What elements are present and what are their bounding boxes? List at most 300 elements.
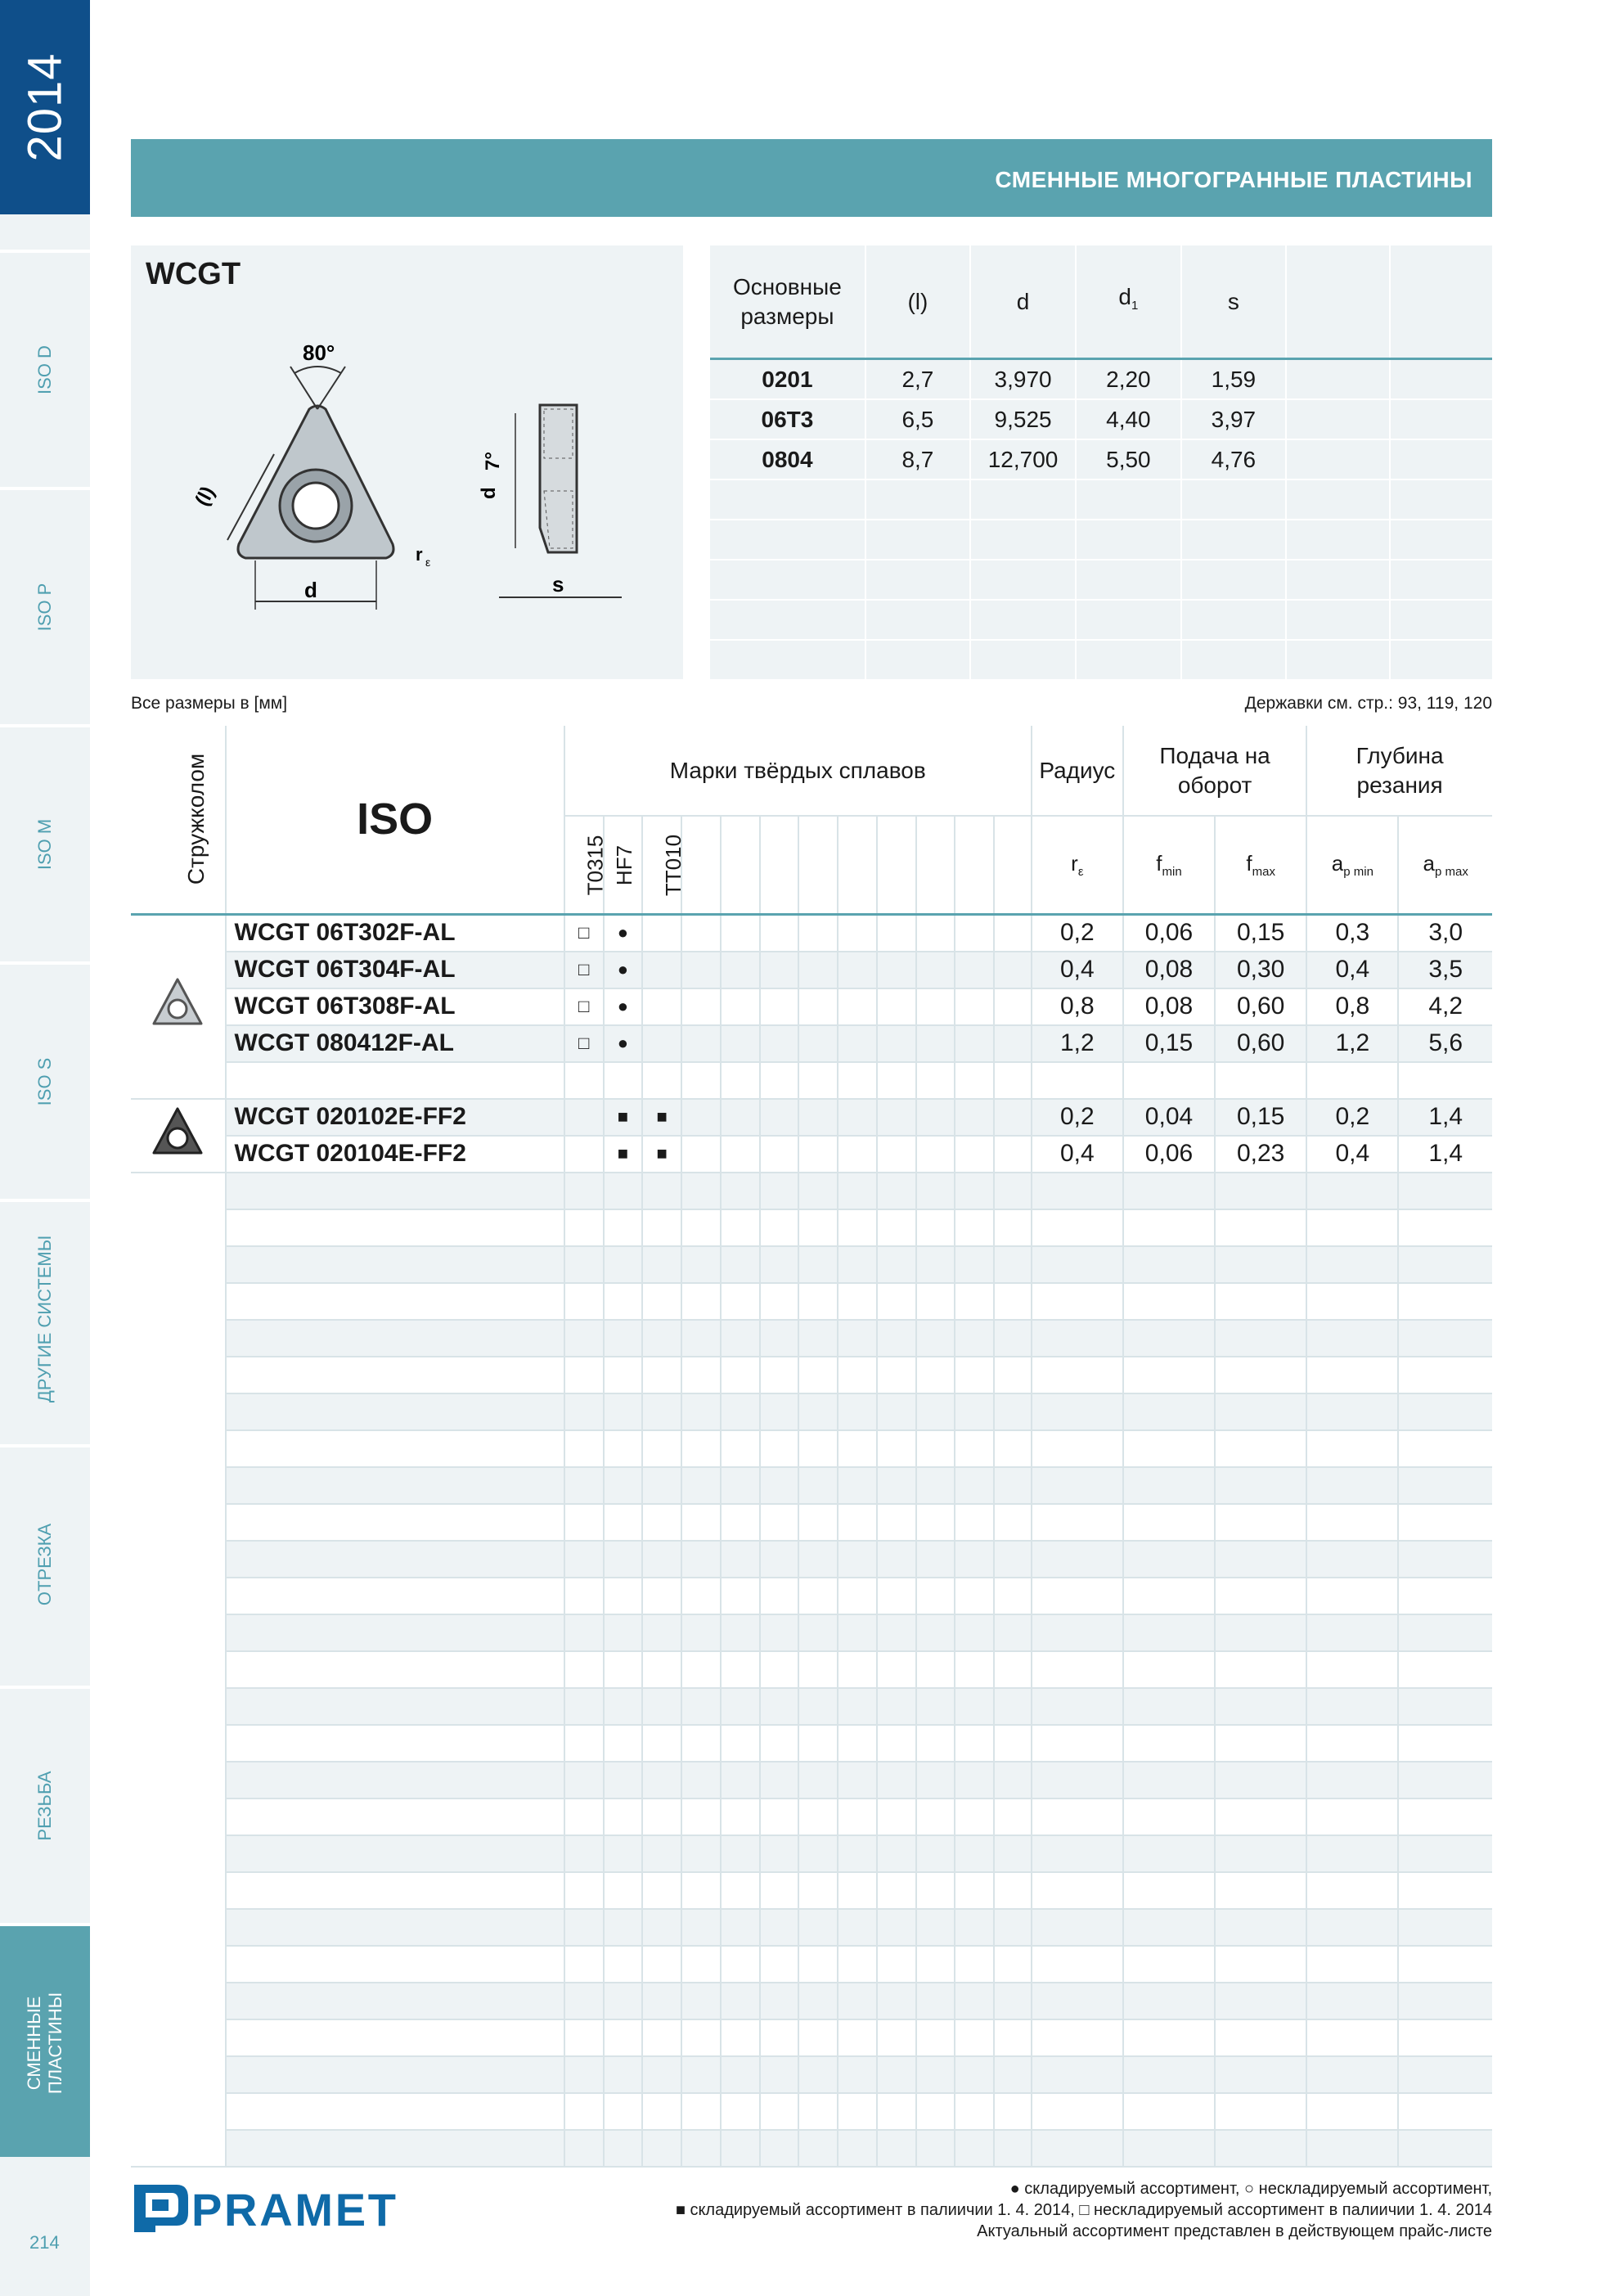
- grade-cell: [877, 1651, 916, 1688]
- value-cell: [1398, 1283, 1492, 1320]
- grade-cell: [681, 1062, 721, 1099]
- grade-cell: [760, 1467, 799, 1504]
- grade-cell: [877, 2130, 916, 2167]
- grade-cell: □: [564, 988, 604, 1025]
- grade-cell: [916, 1393, 955, 1430]
- grade-hf7-header: HF7: [604, 816, 643, 914]
- value-cell: [1215, 1725, 1306, 1762]
- table-row: [131, 1504, 1492, 1541]
- grade-cell: [916, 1799, 955, 1835]
- grade-cell: [681, 1688, 721, 1725]
- grade-cell: [798, 1541, 838, 1578]
- dim-row: 06T3 6,5 9,525 4,40 3,97: [710, 399, 1492, 439]
- value-cell: [1123, 2019, 1215, 2056]
- grade-cell: [877, 1614, 916, 1651]
- value-cell: [1215, 2019, 1306, 2056]
- value-cell: [1306, 1688, 1398, 1725]
- grade-cell: [760, 1430, 799, 1467]
- grade-cell: [604, 1393, 643, 1430]
- grade-cell: [604, 1283, 643, 1320]
- nav-tab-iso-m[interactable]: ISO M: [0, 724, 90, 958]
- d1-label: d: [478, 487, 500, 499]
- grade-cell: [955, 1467, 994, 1504]
- grade-cell: [798, 1688, 838, 1725]
- grade-cell: [564, 1725, 604, 1762]
- grade-cell: [604, 1357, 643, 1393]
- grade-cell: [838, 1062, 877, 1099]
- grade-cell: [838, 1909, 877, 1946]
- grade-cell: [760, 2019, 799, 2056]
- grade-cell: [564, 2093, 604, 2130]
- grade-cell: [721, 1909, 760, 1946]
- svg-text:ε: ε: [425, 556, 431, 569]
- grade-cell: [604, 1725, 643, 1762]
- grade-cell: [877, 952, 916, 988]
- value-cell: [1398, 1946, 1492, 1983]
- value-cell: [1306, 1946, 1398, 1983]
- depth-header: Глубина резания: [1306, 726, 1492, 816]
- apmin-symbol: $a_{p min}$: [1306, 816, 1398, 914]
- table-row: [131, 1136, 1492, 1173]
- insert-code: [226, 1725, 564, 1762]
- grade-cell: [760, 1062, 799, 1099]
- value-cell: [1032, 2130, 1123, 2167]
- insert-code: [226, 1835, 564, 1872]
- grade-cell: [994, 1983, 1032, 2019]
- grade-cell: [916, 1467, 955, 1504]
- grade-cell: [604, 2093, 643, 2130]
- grade-cell: [916, 1246, 955, 1283]
- grade-cell: [955, 2130, 994, 2167]
- value-cell: [1123, 1835, 1215, 1872]
- grade-cell: [564, 1578, 604, 1614]
- value-cell: [1032, 1541, 1123, 1578]
- value-cell: [1215, 1614, 1306, 1651]
- grade-cell: [877, 2093, 916, 2130]
- grade-cell: [994, 1541, 1032, 1578]
- grade-cell: [564, 1651, 604, 1688]
- grade-cell: [760, 1651, 799, 1688]
- value-cell: [1032, 1909, 1123, 1946]
- grade-cell: [955, 1320, 994, 1357]
- grade-cell: [642, 1909, 681, 1946]
- insert-code: [226, 1062, 564, 1099]
- value-cell: 0,08: [1123, 952, 1215, 988]
- grade-cell: [994, 1835, 1032, 1872]
- grade-cell: [955, 1246, 994, 1283]
- dim-header-s: s: [1181, 245, 1287, 359]
- grade-cell: [681, 1246, 721, 1283]
- value-cell: 0,4: [1032, 952, 1123, 988]
- grade-cell: [721, 2093, 760, 2130]
- grade-cell: [681, 1283, 721, 1320]
- grade-cell: [564, 1762, 604, 1799]
- value-cell: [1306, 1393, 1398, 1430]
- value-cell: [1215, 1835, 1306, 1872]
- grade-cell: [877, 1799, 916, 1835]
- grade-cell: [721, 1983, 760, 2019]
- value-cell: 1,4: [1398, 1099, 1492, 1136]
- grade-cell: [955, 1909, 994, 1946]
- value-cell: [1032, 1614, 1123, 1651]
- nav-tab-iso-p[interactable]: ISO P: [0, 487, 90, 721]
- grade-cell: [994, 1209, 1032, 1246]
- insert-code: [226, 2019, 564, 2056]
- grade-cell: [877, 2056, 916, 2093]
- value-cell: 0,2: [1306, 1099, 1398, 1136]
- grade-cell: [877, 1099, 916, 1136]
- insert-code: [226, 1173, 564, 1209]
- grade-cell: [564, 1614, 604, 1651]
- grade-cell: [955, 1099, 994, 1136]
- grade-cell: [838, 1025, 877, 1062]
- value-cell: [1215, 1467, 1306, 1504]
- grade-cell: [877, 1946, 916, 1983]
- value-cell: [1306, 1467, 1398, 1504]
- grade-cell: [916, 1909, 955, 1946]
- grade-cell: [721, 1246, 760, 1283]
- grade-cell: [564, 1835, 604, 1872]
- grade-cell: [760, 1209, 799, 1246]
- grade-cell: [564, 1209, 604, 1246]
- grade-cell: [564, 2056, 604, 2093]
- value-cell: [1306, 1872, 1398, 1909]
- grade-cell: [994, 1467, 1032, 1504]
- grade-cell: [604, 1209, 643, 1246]
- grade-cell: [994, 2093, 1032, 2130]
- chipbreaker-al-icon: [149, 975, 206, 1032]
- grade-cell: [838, 2019, 877, 2056]
- grade-cell: [760, 1320, 799, 1357]
- insert-code: [226, 1504, 564, 1541]
- grade-cell: [721, 1946, 760, 1983]
- grade-cell: [564, 2019, 604, 2056]
- grade-cell: [721, 1688, 760, 1725]
- value-cell: [1123, 1578, 1215, 1614]
- grade-cell: [760, 1688, 799, 1725]
- grade-cell: □: [564, 1025, 604, 1062]
- grade-cell: [994, 1504, 1032, 1541]
- dim-row: [710, 479, 1492, 520]
- dim-row: 0201 2,7 3,970 2,20 1,59: [710, 359, 1492, 400]
- insert-code: [226, 1983, 564, 2019]
- grade-cell: [681, 1541, 721, 1578]
- value-cell: [1123, 1246, 1215, 1283]
- grade-cell: [916, 1541, 955, 1578]
- grade-cell: [994, 1430, 1032, 1467]
- grade-cell: [760, 1025, 799, 1062]
- value-cell: [1123, 1283, 1215, 1320]
- insert-code: WCGT 06T304F-AL: [226, 952, 564, 988]
- angle2-label: 7°: [482, 452, 504, 470]
- grade-cell: [760, 2056, 799, 2093]
- grade-cell: [838, 1357, 877, 1393]
- s-label: s: [552, 572, 564, 597]
- grade-cell: [798, 1946, 838, 1983]
- grade-cell: [564, 1393, 604, 1430]
- value-cell: [1032, 1357, 1123, 1393]
- grade-cell: [760, 1357, 799, 1393]
- grade-cell: [877, 1430, 916, 1467]
- grade-cell: [798, 1209, 838, 1246]
- value-cell: 0,4: [1306, 1136, 1398, 1173]
- grade-cell: [564, 1357, 604, 1393]
- grade-cell: [604, 2056, 643, 2093]
- grade-cell: [877, 1283, 916, 1320]
- value-cell: 0,4: [1032, 1136, 1123, 1173]
- value-cell: [1032, 1393, 1123, 1430]
- grade-cell: [955, 1025, 994, 1062]
- grade-cell: [721, 1578, 760, 1614]
- grade-cell: [721, 1393, 760, 1430]
- grade-cell: [916, 1983, 955, 2019]
- grade-cell: [955, 1430, 994, 1467]
- value-cell: [1398, 2130, 1492, 2167]
- value-cell: [1032, 1467, 1123, 1504]
- grade-cell: [681, 1909, 721, 1946]
- grade-cell: [916, 1504, 955, 1541]
- grade-cell: [916, 1688, 955, 1725]
- insert-code: [226, 1467, 564, 1504]
- nav-tab-iso-s[interactable]: ISO S: [0, 961, 90, 1195]
- grade-cell: [760, 1393, 799, 1430]
- grade-cell: [604, 1651, 643, 1688]
- grade-cell: [838, 914, 877, 952]
- value-cell: [1123, 2093, 1215, 2130]
- grade-cell: [564, 1872, 604, 1909]
- grade-cell: [877, 1173, 916, 1209]
- chipbreaker-cell: [131, 1173, 226, 2167]
- grade-cell: [916, 1025, 955, 1062]
- grade-cell: [877, 1909, 916, 1946]
- value-cell: [1032, 2019, 1123, 2056]
- nav-tab-cutoff[interactable]: ОТРЕЗКА: [0, 1444, 90, 1678]
- grade-cell: [994, 988, 1032, 1025]
- grade-cell: [955, 952, 994, 988]
- value-cell: 0,60: [1215, 1025, 1306, 1062]
- insert-code: WCGT 020104E-FF2: [226, 1136, 564, 1173]
- grade-cell: [760, 2130, 799, 2167]
- grade-cell: [798, 1393, 838, 1430]
- grade-cell: [721, 1467, 760, 1504]
- insert-code: [226, 1946, 564, 1983]
- grade-cell: [760, 1983, 799, 2019]
- grade-cell: [955, 2019, 994, 2056]
- grade-cell: [681, 952, 721, 988]
- table-row: [131, 1835, 1492, 1872]
- grade-cell: [798, 952, 838, 988]
- grade-cell: [681, 1872, 721, 1909]
- value-cell: [1398, 1688, 1492, 1725]
- grade-cell: [721, 1799, 760, 1835]
- value-cell: [1398, 2019, 1492, 2056]
- value-cell: [1032, 1983, 1123, 2019]
- value-cell: 0,08: [1123, 988, 1215, 1025]
- feed-header: Подача на оборот: [1123, 726, 1306, 816]
- grade-cell: [994, 1578, 1032, 1614]
- grade-cell: [760, 1136, 799, 1173]
- grade-cell: [877, 1688, 916, 1725]
- value-cell: 0,2: [1032, 914, 1123, 952]
- l-label: (l): [191, 483, 219, 510]
- dim-row: [710, 600, 1492, 640]
- value-cell: [1123, 1173, 1215, 1209]
- grade-cell: [798, 1430, 838, 1467]
- insert-type-title: WCGT: [146, 257, 241, 291]
- nav-tab-threading[interactable]: РЕЗЬБА: [0, 1686, 90, 1920]
- grade-cell: [642, 1799, 681, 1835]
- grade-cell: [916, 1614, 955, 1651]
- grade-cell: [721, 1320, 760, 1357]
- grade-cell: [838, 1983, 877, 2019]
- grade-cell: [564, 1136, 604, 1173]
- grade-cell: [916, 2093, 955, 2130]
- grade-cell: [721, 1136, 760, 1173]
- grade-cell: [642, 1541, 681, 1578]
- insert-code: [226, 1578, 564, 1614]
- value-cell: [1123, 1946, 1215, 1983]
- value-cell: [1398, 2056, 1492, 2093]
- value-cell: [1215, 1393, 1306, 1430]
- grade-cell: [916, 1578, 955, 1614]
- value-cell: [1215, 2130, 1306, 2167]
- grade-cell: [681, 1320, 721, 1357]
- value-cell: [1123, 2130, 1215, 2167]
- grade-cell: [604, 1578, 643, 1614]
- nav-tab-inserts[interactable]: СМЕННЫЕ ПЛАСТИНЫ: [0, 1923, 90, 2157]
- table-row: [131, 1725, 1492, 1762]
- value-cell: [1215, 1504, 1306, 1541]
- nav-tab-iso-d[interactable]: ISO D: [0, 250, 90, 484]
- grade-cell: [798, 2130, 838, 2167]
- grade-cell: [760, 1909, 799, 1946]
- grade-cell: [798, 1578, 838, 1614]
- value-cell: [1123, 1983, 1215, 2019]
- insert-code: [226, 1283, 564, 1320]
- grade-cell: [604, 1872, 643, 1909]
- table-row: [131, 1246, 1492, 1283]
- insert-code: WCGT 06T302F-AL: [226, 914, 564, 952]
- value-cell: [1306, 2019, 1398, 2056]
- insert-code: [226, 2130, 564, 2167]
- grade-cell: [642, 2093, 681, 2130]
- grade-cell: [877, 1209, 916, 1246]
- table-row: [131, 1578, 1492, 1614]
- grade-cell: [838, 1209, 877, 1246]
- table-row: [131, 1983, 1492, 2019]
- grade-cell: [877, 1025, 916, 1062]
- grade-cell: [877, 1872, 916, 1909]
- page-number: 214: [29, 2232, 60, 2253]
- grade-cell: [877, 1320, 916, 1357]
- chipbreaker-cell: [131, 914, 226, 1099]
- grade-cell: [994, 1614, 1032, 1651]
- fmin-symbol: $f_{min}$: [1123, 816, 1215, 914]
- grade-cell: [994, 1872, 1032, 1909]
- value-cell: 0,8: [1306, 988, 1398, 1025]
- grade-cell: [760, 914, 799, 952]
- value-cell: [1306, 2093, 1398, 2130]
- grade-cell: [760, 1246, 799, 1283]
- grade-cell: [760, 2093, 799, 2130]
- grade-cell: [564, 1688, 604, 1725]
- value-cell: [1032, 1799, 1123, 1835]
- grade-cell: [798, 1173, 838, 1209]
- grade-cell: [994, 1025, 1032, 1062]
- value-cell: [1398, 1614, 1492, 1651]
- grade-cell: [798, 1357, 838, 1393]
- grade-cell: ■: [604, 1099, 643, 1136]
- grade-cell: [838, 1578, 877, 1614]
- grade-cell: [642, 1025, 681, 1062]
- grade-cell: [994, 1099, 1032, 1136]
- nav-tab-other-systems[interactable]: ДРУГИЕ СИСТЕМЫ: [0, 1199, 90, 1433]
- grade-cell: [760, 1614, 799, 1651]
- grade-cell: [955, 1651, 994, 1688]
- grade-cell: [760, 1799, 799, 1835]
- grade-cell: [955, 1762, 994, 1799]
- grade-cell: [798, 1136, 838, 1173]
- grade-cell: [564, 1799, 604, 1835]
- value-cell: [1398, 1504, 1492, 1541]
- grade-cell: [681, 2056, 721, 2093]
- value-cell: 0,15: [1215, 1099, 1306, 1136]
- value-cell: [1306, 1357, 1398, 1393]
- grade-cell: ●: [604, 914, 643, 952]
- grade-cell: [955, 1541, 994, 1578]
- grade-cell: [604, 1541, 643, 1578]
- grade-cell: [798, 1099, 838, 1136]
- value-cell: [1306, 1578, 1398, 1614]
- value-cell: 0,06: [1123, 1136, 1215, 1173]
- grade-cell: [721, 1541, 760, 1578]
- value-cell: [1123, 1393, 1215, 1430]
- table-row: [131, 1283, 1492, 1320]
- grade-cell: [994, 1946, 1032, 1983]
- value-cell: [1123, 1614, 1215, 1651]
- value-cell: [1398, 2093, 1492, 2130]
- grade-cell: [642, 1946, 681, 1983]
- table-row: [131, 1872, 1492, 1909]
- value-cell: [1123, 2056, 1215, 2093]
- grade-cell: [916, 2056, 955, 2093]
- table-row: [131, 2130, 1492, 2167]
- table-row: [131, 952, 1492, 988]
- value-cell: [1398, 1320, 1492, 1357]
- insert-code: WCGT 020102E-FF2: [226, 1099, 564, 1136]
- table-row: [131, 914, 1492, 952]
- grade-cell: [798, 1725, 838, 1762]
- grade-cell: [877, 2019, 916, 2056]
- value-cell: [1398, 1909, 1492, 1946]
- value-cell: [1306, 1909, 1398, 1946]
- insert-code: [226, 2056, 564, 2093]
- value-cell: 4,2: [1398, 988, 1492, 1025]
- grade-cell: [564, 1099, 604, 1136]
- value-cell: [1306, 2056, 1398, 2093]
- dim-row: [710, 560, 1492, 600]
- grade-cell: [955, 1946, 994, 1983]
- value-cell: [1032, 1504, 1123, 1541]
- grade-cell: [838, 1504, 877, 1541]
- grade-cell: [760, 1762, 799, 1799]
- grade-cell: [721, 1872, 760, 1909]
- grade-cell: [838, 2130, 877, 2167]
- insert-code: [226, 2093, 564, 2130]
- grade-cell: [681, 1136, 721, 1173]
- insert-code: [226, 1614, 564, 1651]
- grade-cell: [838, 1099, 877, 1136]
